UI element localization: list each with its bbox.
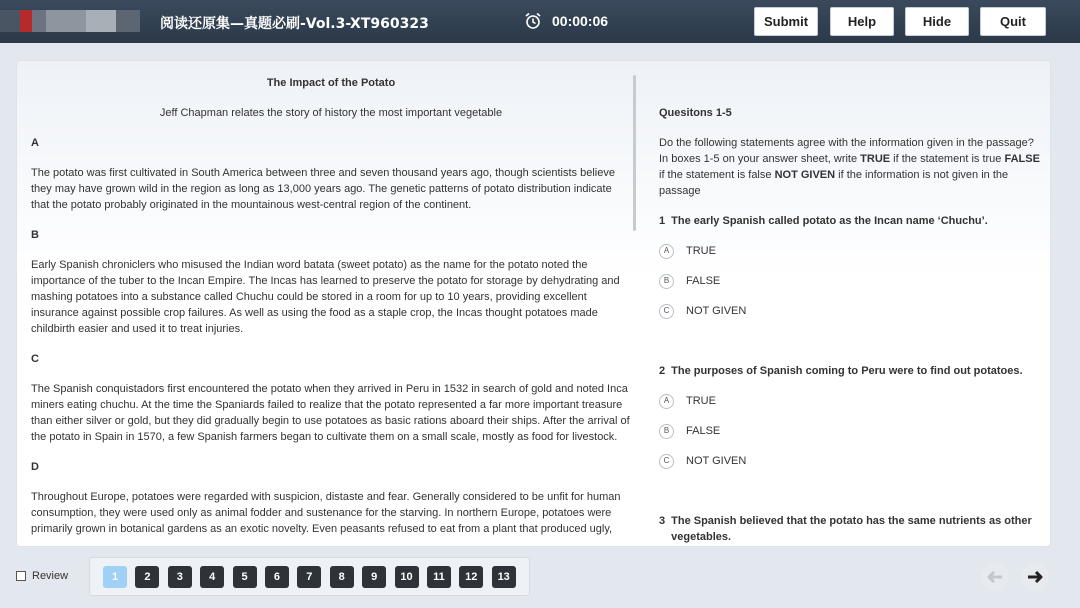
question-1 <box>659 213 1043 229</box>
question-text: The early Spanish called potato as the Incan name ‘Chuchu’. <box>671 215 988 227</box>
section-paragraph: The Spanish conquistadors first encountered the potato when they arrived in Peru in 1532 in search of gold and noted Inca miners eating chuchu. At the time the Spaniards failed to realize that the potato represented a far more important treasure than either silver or gold, but they did gradually begin to use potatoes as basic rations aboard their ships. After the arrival of the potato in Spain in 1570, a few Spanish farmers began to cultivate them on a small scale, mostly as food for livestock. <box>31 383 630 443</box>
q1-option-c[interactable] <box>659 303 1043 319</box>
instruction-true: TRUE <box>860 153 891 165</box>
question-nav-button[interactable]: 9 <box>362 566 386 588</box>
instruction-text: if the information is not given in the passage <box>659 169 1009 197</box>
test-title: 阅读还原集—真题必刷-Vol.3-XT960323 <box>160 16 429 32</box>
instruction-text: if the statement is true <box>890 153 1005 165</box>
question-number: 1 <box>659 215 666 227</box>
submit-button[interactable]: Submit <box>754 7 818 36</box>
question-nav-button[interactable]: 12 <box>459 566 483 588</box>
app-logo <box>0 10 140 32</box>
q2-option-c[interactable] <box>659 453 1043 469</box>
option-label[interactable]: NOT GIVEN <box>686 305 747 317</box>
question-nav-button[interactable]: 8 <box>330 566 354 588</box>
question-nav-button[interactable]: 2 <box>135 566 159 588</box>
hide-button[interactable]: Hide <box>905 7 969 36</box>
question-nav-button[interactable]: 10 <box>395 566 419 588</box>
question-nav-button[interactable]: 11 <box>427 566 451 588</box>
question-nav-button[interactable]: 4 <box>200 566 224 588</box>
alarm-clock-icon <box>524 12 542 30</box>
q2-option-b[interactable] <box>659 423 1043 439</box>
section-letter: C <box>31 353 39 365</box>
quit-button[interactable]: Quit <box>980 7 1046 36</box>
question-nav-button[interactable]: 3 <box>168 566 192 588</box>
q1-option-b[interactable] <box>659 273 1043 289</box>
question-nav-button[interactable]: 7 <box>297 566 321 588</box>
passage-scrollbar[interactable] <box>633 75 636 231</box>
passage-title: The Impact of the Potato <box>266 77 396 89</box>
review-checkbox[interactable] <box>16 571 26 581</box>
question-number: 3 <box>659 515 666 527</box>
option-label[interactable]: TRUE <box>686 245 716 257</box>
option-label[interactable]: FALSE <box>686 275 721 287</box>
review-label[interactable]: Review <box>32 570 69 582</box>
section-paragraph: The potato was first cultivated in South America between three and seven thousand years ago, though scientists believe they may have grown wild in the region as long as 13,000 years ago. The genetic patterns of potato distribution indicate that the potato probably originated in the mountainous west-central region of the continent. <box>31 167 615 211</box>
instruction-text: if the statement is false <box>659 169 775 181</box>
section-letter: D <box>31 461 39 473</box>
questions-heading: Quesitons 1-5 <box>659 107 732 119</box>
section-letter: A <box>31 137 39 149</box>
passage-subtitle: Jeff Chapman relates the story of history the most important vegetable <box>159 107 503 119</box>
question-number: 2 <box>659 365 666 377</box>
question-navigator <box>89 557 530 596</box>
option-label[interactable]: TRUE <box>686 395 716 407</box>
questions-instruction <box>659 135 1043 199</box>
option-radio[interactable]: A <box>659 394 674 409</box>
question-nav-button[interactable]: 6 <box>265 566 289 588</box>
q1-option-a[interactable] <box>659 243 1043 259</box>
section-paragraph: Throughout Europe, potatoes were regarded with suspicion, distaste and fear. Generally considered to be unfit for human consumption, they were used only as animal fodder and sustenance for the starving. In northern Europe, potatoes were primarily grown in botanical gardens as an exotic novelty. Even peasants refused to eat from a plant that produced ugly, <box>31 491 621 535</box>
arrow-left-icon <box>987 571 1003 583</box>
option-radio[interactable]: C <box>659 304 674 319</box>
q2-option-a[interactable] <box>659 393 1043 409</box>
top-bar <box>0 0 1080 43</box>
section-letter: B <box>31 229 39 241</box>
reading-passage <box>31 61 631 548</box>
question-nav-button[interactable]: 5 <box>233 566 257 588</box>
question-text: The Spanish believed that the potato has the same nutrients as other vegetables. <box>671 515 1032 543</box>
questions-pane <box>659 61 1043 548</box>
main-panel <box>16 60 1051 547</box>
option-radio[interactable]: B <box>659 424 674 439</box>
help-button[interactable]: Help <box>830 7 894 36</box>
previous-button[interactable] <box>981 563 1009 591</box>
instruction-false: FALSE <box>1004 153 1040 165</box>
option-label[interactable]: FALSE <box>686 425 721 437</box>
option-radio[interactable]: A <box>659 244 674 259</box>
arrow-right-icon <box>1027 571 1043 583</box>
question-3 <box>659 513 1043 545</box>
question-2 <box>659 363 1043 379</box>
option-radio[interactable]: B <box>659 274 674 289</box>
next-button[interactable] <box>1021 563 1049 591</box>
question-nav-button[interactable]: 1 <box>103 566 127 588</box>
question-text: The purposes of Spanish coming to Peru were to find out potatoes. <box>671 365 1023 377</box>
timer <box>524 12 608 30</box>
instruction-not-given: NOT GIVEN <box>774 169 836 181</box>
instruction-text: Do the following statements agree with the information given in the passage? In boxes 1-5 on your answer sheet, write <box>659 137 1034 165</box>
section-paragraph: Early Spanish chroniclers who misused the Indian word batata (sweet potato) as the name for the potato noted the importance of the tuber to the Incan Empire. The Incas has learned to preserve the potato for storage by dehydrating and mashing potatoes into a substance called Chuchu could be stored in a room for up to 10 years, providing excellent insurance against possible crop failures. As well as using the food as a staple crop, the Incas thought potatoes made childbirth easier and used it to treat injuries. <box>31 259 620 335</box>
timer-value: 00:00:06 <box>552 13 609 29</box>
question-nav-button[interactable]: 13 <box>492 566 516 588</box>
option-label[interactable]: NOT GIVEN <box>686 455 747 467</box>
option-radio[interactable]: C <box>659 454 674 469</box>
review-toggle[interactable] <box>16 570 68 582</box>
